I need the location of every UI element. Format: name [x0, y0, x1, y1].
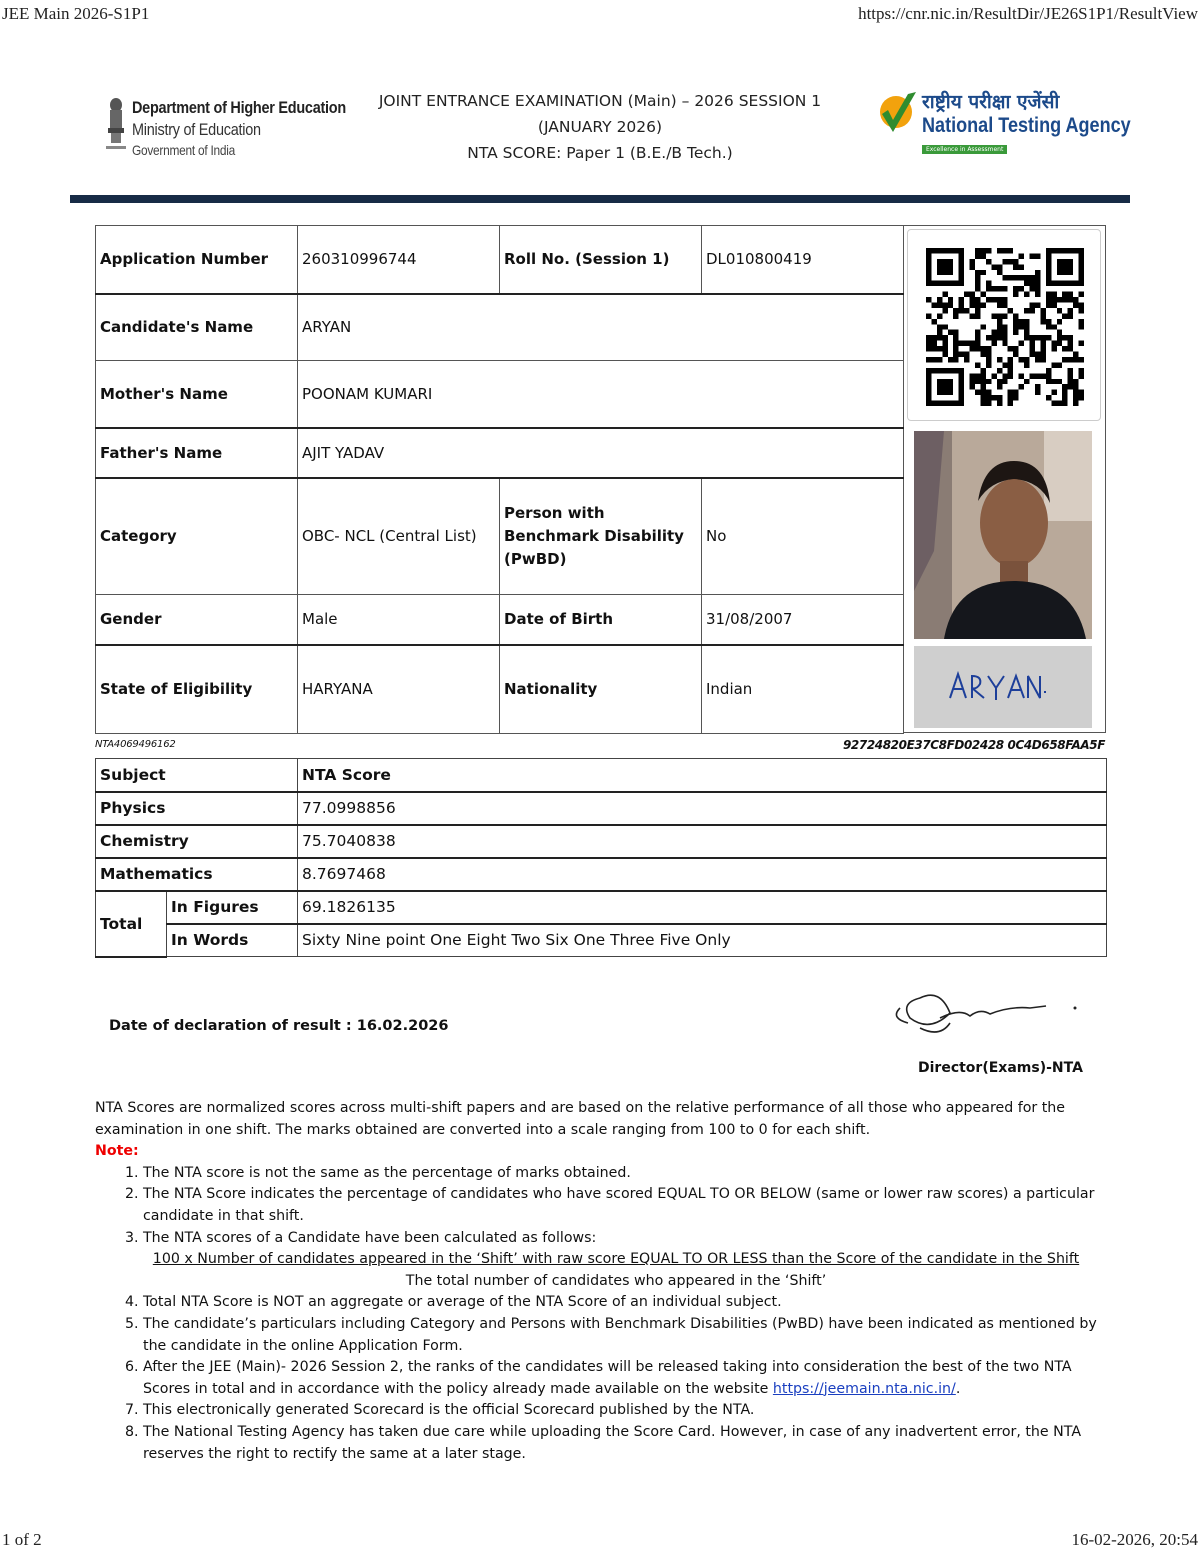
- nta-hindi-name: राष्ट्रीय परीक्षा एजेंसी: [922, 91, 1060, 113]
- note-text: The candidate’s particulars including Category and Persons with Benchmark Disabilities (PwBD) have been indicated as mentioned by the candidate in the online Application Form.: [143, 1315, 1097, 1354]
- table-row: [96, 825, 1107, 858]
- gender-value: Male: [298, 595, 500, 645]
- list-item: [143, 1400, 1105, 1422]
- list-item: [143, 1292, 1105, 1314]
- total-label: Total: [96, 891, 167, 957]
- notes-intro: NTA Scores are normalized scores across multi-shift papers and are based on the relative performance of all those who appeared for the examination in one shift. The marks obtained are converted into a scale ranging from 100 to 0 for each shift.: [95, 1100, 1066, 1138]
- application-number-value: 260310996744: [298, 226, 500, 294]
- nta-tagline: Excellence in Assessment: [922, 145, 1007, 154]
- in-figures-label: In Figures: [167, 891, 298, 924]
- ministry-line-1: Department of Higher Education: [132, 98, 346, 117]
- nationality-label: Nationality: [500, 645, 702, 734]
- list-item: [143, 1184, 1105, 1227]
- note-text-end: .: [955, 1380, 961, 1397]
- list-item: [143, 1228, 1105, 1293]
- note-text: This electronically generated Scorecard is the official Scorecard published by the NTA.: [143, 1402, 755, 1419]
- national-emblem-icon: [104, 96, 128, 154]
- qr-code-icon: [926, 248, 1084, 406]
- candidate-signature-image: [914, 646, 1092, 728]
- exam-title: [340, 88, 860, 166]
- formula-denominator: The total number of candidates who appeared in the ‘Shift’: [405, 1272, 827, 1289]
- hash-code: 92724820E37C8FD02428 0C4D658FAA5F: [842, 738, 1105, 752]
- ministry-line-2: Ministry of Education: [132, 120, 261, 139]
- roll-no-label: Roll No. (Session 1): [500, 226, 702, 294]
- in-figures-value: 69.1826135: [298, 891, 1107, 924]
- nta-score-header: NTA Score: [298, 759, 1107, 792]
- nta-english-name: National Testing Agency: [922, 114, 1131, 137]
- subject-name: Physics: [96, 792, 298, 825]
- mother-name-value: POONAM KUMARI: [298, 361, 904, 428]
- notes-list: [143, 1163, 1105, 1465]
- note-text: The NTA Score indicates the percentage of candidates who have scored EQUAL TO OR BELOW (same or lower raw scores) a particular candidate in that shift.: [143, 1186, 1095, 1224]
- dob-value: 31/08/2007: [702, 595, 904, 645]
- declaration-date: Date of declaration of result : 16.02.2026: [109, 1018, 449, 1034]
- state-value: HARYANA: [298, 645, 500, 734]
- nta-score-formula: [127, 1249, 1105, 1292]
- title-line-3: NTA SCORE: Paper 1 (B.E./B Tech.): [467, 144, 733, 162]
- candidate-photo: [914, 431, 1092, 639]
- state-label: State of Eligibility: [96, 645, 298, 734]
- roll-no-value: DL010800419: [702, 226, 904, 294]
- pwbd-value: No: [702, 478, 904, 595]
- father-name-label: Father's Name: [96, 428, 298, 478]
- in-words-label: In Words: [167, 924, 298, 957]
- table-row: [96, 858, 1107, 891]
- in-words-value: Sixty Nine point One Eight Two Six One Three Five Only: [298, 924, 1107, 957]
- print-title: JEE Main 2026-S1P1: [2, 4, 150, 23]
- nta-logo: [878, 86, 1131, 161]
- note-text: Total NTA Score is NOT an aggregate or average of the NTA Score of an individual subject.: [143, 1294, 782, 1311]
- nta-code: NTA4069496162: [95, 739, 176, 750]
- note-text: The NTA scores of a Candidate have been calculated as follows:: [143, 1229, 597, 1246]
- nationality-value: Indian: [702, 645, 904, 734]
- note-text: After the JEE (Main)- 2026 Session 2, the ranks of the candidates will be released taking into consideration the best of the two NTA Scores in total and in accordance with the policy already made available on the website: [143, 1359, 1072, 1397]
- category-value: OBC- NCL (Central List): [298, 478, 500, 595]
- qr-code: [907, 229, 1101, 421]
- title-line-2: (JANUARY 2026): [537, 118, 663, 136]
- table-row: [96, 792, 1107, 825]
- subject-name: Chemistry: [96, 825, 298, 858]
- dob-label: Date of Birth: [500, 595, 702, 645]
- list-item: [143, 1357, 1105, 1400]
- print-datetime: 16-02-2026, 20:54: [1071, 1530, 1198, 1549]
- subject-score: 8.7697468: [298, 858, 1107, 891]
- title-line-1: JOINT ENTRANCE EXAMINATION (Main) – 2026 SESSION 1: [378, 92, 822, 110]
- category-label: Category: [96, 478, 298, 595]
- ministry-line-3: Government of India: [132, 142, 235, 158]
- director-signature-icon: [880, 978, 1080, 1058]
- mother-name-label: Mother's Name: [96, 361, 298, 428]
- candidate-name-value: ARYAN: [298, 294, 904, 361]
- candidate-name-label: Candidate's Name: [96, 294, 298, 361]
- application-number-label: Application Number: [96, 226, 298, 294]
- note-text: The NTA score is not the same as the percentage of marks obtained.: [143, 1164, 631, 1181]
- ministry-logo: [100, 92, 346, 162]
- checkmark-icon: [878, 88, 918, 148]
- subject-score: 77.0998856: [298, 792, 1107, 825]
- candidate-info-table: [95, 225, 904, 734]
- pwbd-label: Person with Benchmark Disability (PwBD): [500, 478, 702, 595]
- subject-name: Mathematics: [96, 858, 298, 891]
- father-name-value: AJIT YADAV: [298, 428, 904, 478]
- candidate-signature: [914, 646, 1092, 728]
- print-url: https://cnr.nic.in/ResultDir/JE26S1P1/ResultView: [858, 4, 1198, 23]
- notes-section: [95, 1098, 1105, 1465]
- score-table: [95, 758, 1107, 958]
- director-title: Director(Exams)-NTA: [918, 1060, 1083, 1076]
- list-item: [143, 1422, 1105, 1465]
- subject-score: 75.7040838: [298, 825, 1107, 858]
- list-item: [143, 1314, 1105, 1357]
- note-text: The National Testing Agency has taken due care while uploading the Score Card. However, in case of any inadvertent error, the NTA reserves the right to rectify the same at a later stage.: [143, 1423, 1082, 1462]
- notes-title: Note:: [95, 1143, 139, 1160]
- header-divider: [70, 195, 1130, 203]
- list-item: [143, 1163, 1105, 1185]
- candidate-photo-image: [914, 431, 1092, 639]
- gender-label: Gender: [96, 595, 298, 645]
- subject-header: Subject: [96, 759, 298, 792]
- page-number: 1 of 2: [2, 1530, 42, 1549]
- jeemain-website-link[interactable]: https://jeemain.nta.nic.in/: [772, 1380, 956, 1397]
- formula-numerator: 100 x Number of candidates appeared in the ‘Shift’ with raw score EQUAL TO OR LESS than the Score of the candidate in the Shift: [152, 1251, 1080, 1268]
